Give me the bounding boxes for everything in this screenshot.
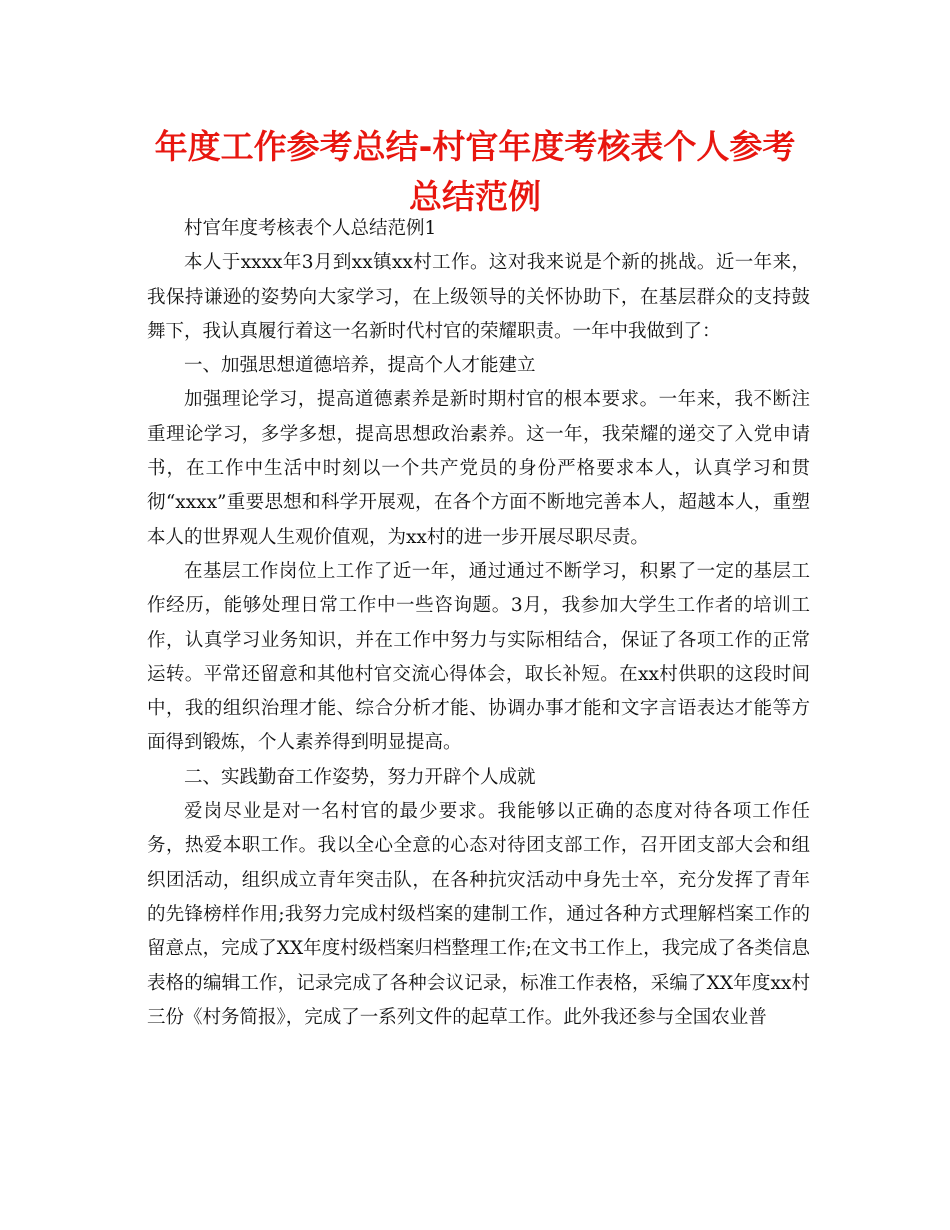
intro-paragraph: 本人于xxxx年3月到xx镇xx村工作。这对我来说是个新的挑战。近一年来，我保持谦逊的姿势向大家学习，在上级领导的关怀协助下，在基层群众的支持鼓舞下，我认真履行着这一名新时代村官的荣耀职责。一年中我做到了： <box>147 252 810 342</box>
document-title: 年度工作参考总结-村官年度考核表个人参考总结范例 <box>154 127 796 216</box>
subtitle-paragraph: 村官年度考核表个人总结范例1 <box>184 218 437 239</box>
document-body <box>147 212 810 1035</box>
section-heading-2: 二、实践勤奋工作姿势，努力开辟个人成就 <box>184 766 536 788</box>
body-paragraph: 在基层工作岗位上工作了近一年，通过通过不断学习，积累了一定的基层工作经历，能够处理日常工作中一些咨询题。3月，我参加大学生工作者的培训工作，认真学习业务知识，并在工作中努力与实际相结合，保证了各项工作的正常运转。平常还留意和其他村官交流心得体会，取长补短。在xx村供职的这段时间中，我的组织治理才能、综合分析才能、协调办事才能和文字言语表达才能等方面得到锻炼，个人素养得到明显提高。 <box>147 560 810 754</box>
body-paragraph: 加强理论学习，提高道德素养是新时期村官的根本要求。一年来，我不断注重理论学习，多学多想，提高思想政治素养。这一年，我荣耀的递交了入党申请书，在工作中生活中时刻以一个共产党员的身份严格要求本人，认真学习和贯彻“xxxx”重要思想和科学开展观，在各个方面不断地完善本人，超越本人，重塑本人的世界观人生观价值观，为xx村的进一步开展尽职尽责。 <box>147 389 810 548</box>
body-paragraph: 爱岗尽业是对一名村官的最少要求。我能够以正确的态度对待各项工作任务，热爱本职工作。我以全心全意的心态对待团支部工作，召开团支部大会和组织团活动，组织成立青年突击队，在各种抗灾活动中身先士卒，充分发挥了青年的先锋榜样作用;我努力完成村级档案的建制工作，通过各种方式理解档案工作的留意点，完成了XX年度村级档案归档整理工作;在文书工作上，我完成了各类信息表格的编辑工作，记录完成了各种会议记录，标准工作表格，采编了XX年度xx村三份《村务简报》，完成了一系列文件的起草工作。此外我还参与全国农业普 <box>147 801 810 1028</box>
section-heading-1: 一、加强思想道德培养，提高个人才能建立 <box>184 355 536 377</box>
